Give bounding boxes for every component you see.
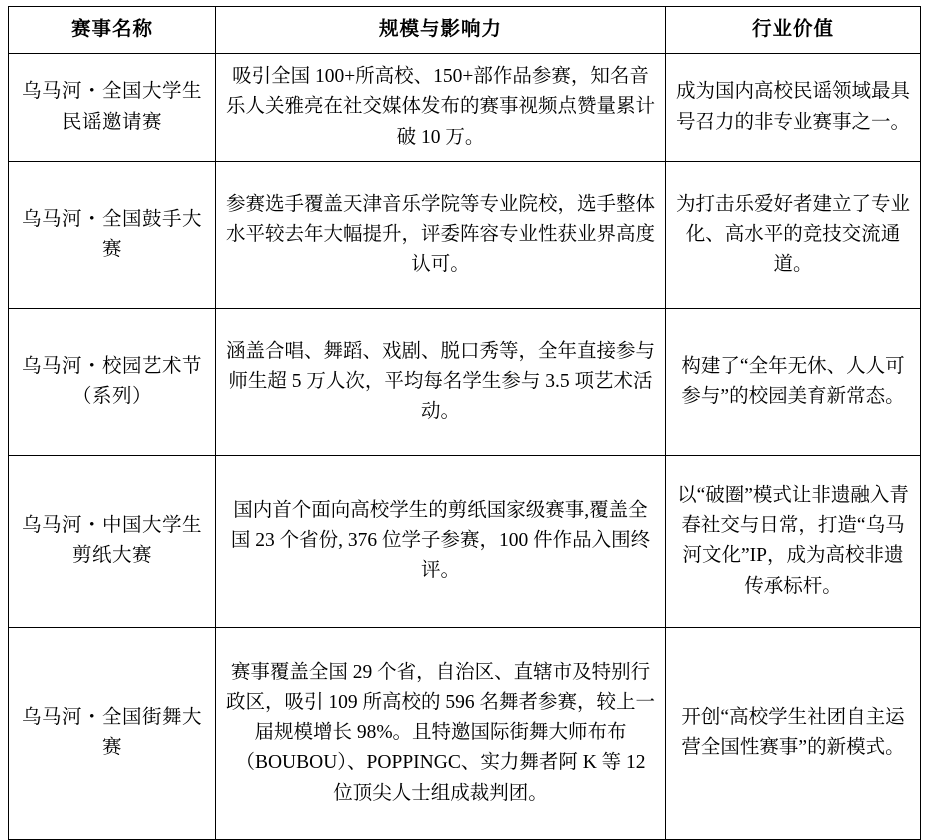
cell-event-name: 乌马河・中国大学生剪纸大赛 bbox=[9, 455, 216, 627]
cell-event-name: 乌马河・全国鼓手大赛 bbox=[9, 161, 216, 308]
table-body bbox=[9, 54, 921, 840]
table-row bbox=[9, 161, 921, 308]
cell-event-value: 成为国内高校民谣领域最具号召力的非专业赛事之一。 bbox=[666, 54, 921, 162]
cell-event-value: 为打击乐爱好者建立了专业化、高水平的竞技交流通道。 bbox=[666, 161, 921, 308]
table-header-row bbox=[9, 7, 921, 54]
cell-event-scale: 吸引全国 100+所高校、150+部作品参赛，知名音乐人关雅亮在社交媒体发布的赛事视频点赞量累计破 10 万。 bbox=[216, 54, 666, 162]
cell-event-name: 乌马河・全国大学生民谣邀请赛 bbox=[9, 54, 216, 162]
event-summary-table bbox=[8, 6, 921, 840]
table-row bbox=[9, 627, 921, 839]
cell-event-scale: 涵盖合唱、舞蹈、戏剧、脱口秀等，全年直接参与师生超 5 万人次，平均每名学生参与 3.5 项艺术活动。 bbox=[216, 308, 666, 455]
table-row bbox=[9, 54, 921, 162]
cell-event-value: 开创“高校学生社团自主运营全国性赛事”的新模式。 bbox=[666, 627, 921, 839]
table-row bbox=[9, 308, 921, 455]
cell-event-value: 构建了“全年无休、人人可参与”的校园美育新常态。 bbox=[666, 308, 921, 455]
cell-event-name: 乌马河・全国街舞大赛 bbox=[9, 627, 216, 839]
column-header-scale: 规模与影响力 bbox=[216, 7, 666, 54]
column-header-value: 行业价值 bbox=[666, 7, 921, 54]
column-header-name: 赛事名称 bbox=[9, 7, 216, 54]
cell-event-scale: 国内首个面向高校学生的剪纸国家级赛事,覆盖全国 23 个省份, 376 位学子参赛，100 件作品入围终评。 bbox=[216, 455, 666, 627]
cell-event-scale: 赛事覆盖全国 29 个省，自治区、直辖市及特别行政区，吸引 109 所高校的 596 名舞者参赛，较上一届规模增长 98%。且特邀国际街舞大师布布（BOUBOU）、POPPINGC、实力舞者阿 K 等 12 位顶尖人士组成裁判团。 bbox=[216, 627, 666, 839]
table-row bbox=[9, 455, 921, 627]
cell-event-value: 以“破圈”模式让非遗融入青春社交与日常，打造“乌马河文化”IP，成为高校非遗传承标杆。 bbox=[666, 455, 921, 627]
cell-event-name: 乌马河・校园艺术节（系列） bbox=[9, 308, 216, 455]
table-header bbox=[9, 7, 921, 54]
cell-event-scale: 参赛选手覆盖天津音乐学院等专业院校，选手整体水平较去年大幅提升，评委阵容专业性获业界高度认可。 bbox=[216, 161, 666, 308]
